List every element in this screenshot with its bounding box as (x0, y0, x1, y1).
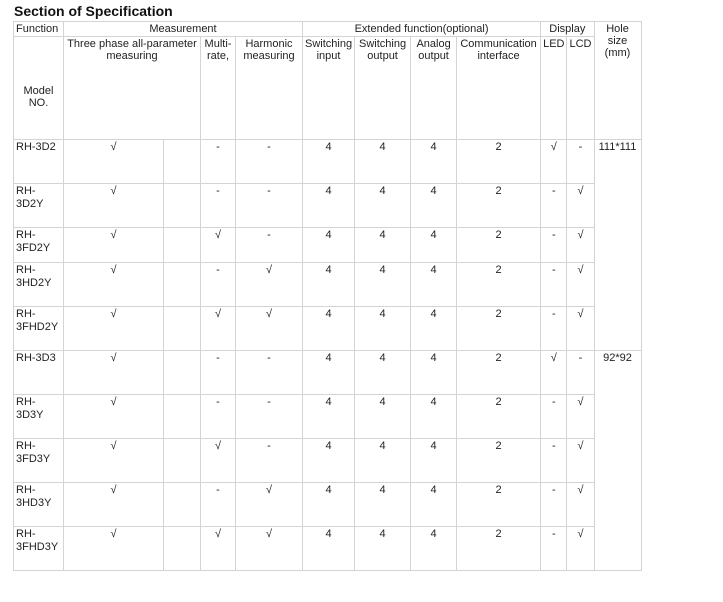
multi-rate-cell: √ (201, 307, 236, 351)
hole-size-cell: 92*92 (594, 351, 641, 571)
communication-cell: 2 (457, 228, 541, 263)
analog-output-cell: 4 (411, 228, 457, 263)
hole-size-cell: 111*111 (594, 140, 641, 351)
multi-rate-cell: - (201, 351, 236, 395)
harmonic-cell: - (236, 140, 303, 184)
multi-rate-cell: - (201, 395, 236, 439)
harmonic-cell: - (236, 351, 303, 395)
harmonic-cell: - (236, 395, 303, 439)
three-phase-cell: √ (64, 527, 164, 571)
analog-output-cell: 4 (411, 395, 457, 439)
three-phase-cell: √ (64, 263, 164, 307)
switching-output-cell: 4 (355, 228, 411, 263)
table-row (14, 140, 642, 184)
table-row (14, 307, 642, 351)
multi-rate-cell: √ (201, 527, 236, 571)
led-cell: - (541, 263, 567, 307)
lcd-cell: √ (567, 307, 594, 351)
analog-output-cell: 4 (411, 184, 457, 228)
blank-cell (164, 263, 201, 307)
three-phase-cell: √ (64, 228, 164, 263)
table-row (14, 483, 642, 527)
header-row-columns (14, 37, 642, 140)
blank-cell (164, 483, 201, 527)
led-cell: - (541, 439, 567, 483)
led-cell: - (541, 527, 567, 571)
three-phase-cell: √ (64, 395, 164, 439)
switching-input-cell: 4 (303, 351, 355, 395)
header-communication: Communication interface (457, 37, 541, 140)
blank-cell (164, 228, 201, 263)
multi-rate-cell: - (201, 184, 236, 228)
switching-output-cell: 4 (355, 483, 411, 527)
switching-input-cell: 4 (303, 140, 355, 184)
switching-input-cell: 4 (303, 184, 355, 228)
communication-cell: 2 (457, 395, 541, 439)
lcd-cell: √ (567, 483, 594, 527)
lcd-cell: - (567, 351, 594, 395)
header-measurement: Measurement (64, 22, 303, 37)
communication-cell: 2 (457, 263, 541, 307)
switching-input-cell: 4 (303, 228, 355, 263)
multi-rate-cell: √ (201, 228, 236, 263)
three-phase-cell: √ (64, 483, 164, 527)
lcd-cell: √ (567, 395, 594, 439)
switching-input-cell: 4 (303, 527, 355, 571)
harmonic-cell: √ (236, 263, 303, 307)
header-switching-input: Switching input (303, 37, 355, 140)
header-row-groups (14, 22, 642, 37)
communication-cell: 2 (457, 307, 541, 351)
model-cell: RH-3D3Y (14, 395, 64, 439)
switching-input-cell: 4 (303, 263, 355, 307)
header-extended-function: Extended function(optional) (303, 22, 541, 37)
three-phase-cell: √ (64, 351, 164, 395)
blank-cell (164, 307, 201, 351)
header-hole-size: Hole size (mm) (594, 22, 641, 140)
analog-output-cell: 4 (411, 307, 457, 351)
page-title: Section of Specification (14, 3, 173, 19)
communication-cell: 2 (457, 527, 541, 571)
model-cell: RH-3D2 (14, 140, 64, 184)
communication-cell: 2 (457, 184, 541, 228)
switching-output-cell: 4 (355, 527, 411, 571)
harmonic-cell: √ (236, 527, 303, 571)
analog-output-cell: 4 (411, 263, 457, 307)
multi-rate-cell: √ (201, 439, 236, 483)
multi-rate-cell: - (201, 140, 236, 184)
switching-input-cell: 4 (303, 439, 355, 483)
header-function: Function (14, 22, 64, 37)
analog-output-cell: 4 (411, 439, 457, 483)
model-cell: RH-3D3 (14, 351, 64, 395)
analog-output-cell: 4 (411, 527, 457, 571)
header-switching-output: Switching output (355, 37, 411, 140)
harmonic-cell: √ (236, 483, 303, 527)
model-cell: RH-3D2Y (14, 184, 64, 228)
table-row (14, 184, 642, 228)
lcd-cell: √ (567, 527, 594, 571)
model-cell: RH-3FHD2Y (14, 307, 64, 351)
lcd-cell: - (567, 140, 594, 184)
header-harmonic: Harmonic measuring (236, 37, 303, 140)
table-row (14, 439, 642, 483)
switching-output-cell: 4 (355, 263, 411, 307)
three-phase-cell: √ (64, 307, 164, 351)
three-phase-cell: √ (64, 184, 164, 228)
blank-cell (164, 184, 201, 228)
led-cell: - (541, 483, 567, 527)
blank-cell (164, 140, 201, 184)
switching-input-cell: 4 (303, 395, 355, 439)
switching-output-cell: 4 (355, 140, 411, 184)
lcd-cell: √ (567, 439, 594, 483)
led-cell: - (541, 228, 567, 263)
table-row (14, 263, 642, 307)
harmonic-cell: √ (236, 307, 303, 351)
communication-cell: 2 (457, 140, 541, 184)
three-phase-cell: √ (64, 140, 164, 184)
model-cell: RH-3HD2Y (14, 263, 64, 307)
header-analog-output: Analog output (411, 37, 457, 140)
communication-cell: 2 (457, 439, 541, 483)
table-row (14, 228, 642, 263)
model-cell: RH-3FHD3Y (14, 527, 64, 571)
model-cell: RH-3FD3Y (14, 439, 64, 483)
table-row (14, 395, 642, 439)
model-cell: RH-3FD2Y (14, 228, 64, 263)
multi-rate-cell: - (201, 263, 236, 307)
analog-output-cell: 4 (411, 351, 457, 395)
analog-output-cell: 4 (411, 140, 457, 184)
switching-input-cell: 4 (303, 483, 355, 527)
blank-cell (164, 527, 201, 571)
table-row (14, 527, 642, 571)
harmonic-cell: - (236, 439, 303, 483)
communication-cell: 2 (457, 351, 541, 395)
multi-rate-cell: - (201, 483, 236, 527)
led-cell: - (541, 307, 567, 351)
three-phase-cell: √ (64, 439, 164, 483)
header-led: LED (541, 37, 567, 140)
led-cell: - (541, 184, 567, 228)
switching-output-cell: 4 (355, 351, 411, 395)
header-multi-rate: Multi-rate, (201, 37, 236, 140)
lcd-cell: √ (567, 228, 594, 263)
switching-output-cell: 4 (355, 184, 411, 228)
led-cell: - (541, 395, 567, 439)
specification-table (13, 21, 642, 571)
blank-cell (164, 439, 201, 483)
header-display: Display (541, 22, 594, 37)
blank-cell (164, 395, 201, 439)
lcd-cell: √ (567, 263, 594, 307)
communication-cell: 2 (457, 483, 541, 527)
led-cell: √ (541, 351, 567, 395)
model-cell: RH-3HD3Y (14, 483, 64, 527)
table-row (14, 351, 642, 395)
harmonic-cell: - (236, 228, 303, 263)
header-model-no: Model NO. (14, 37, 64, 140)
harmonic-cell: - (236, 184, 303, 228)
lcd-cell: √ (567, 184, 594, 228)
switching-output-cell: 4 (355, 307, 411, 351)
led-cell: √ (541, 140, 567, 184)
switching-output-cell: 4 (355, 395, 411, 439)
switching-input-cell: 4 (303, 307, 355, 351)
analog-output-cell: 4 (411, 483, 457, 527)
blank-cell (164, 351, 201, 395)
switching-output-cell: 4 (355, 439, 411, 483)
header-three-phase: Three phase all-parameter measuring (64, 37, 201, 140)
header-lcd: LCD (567, 37, 594, 140)
